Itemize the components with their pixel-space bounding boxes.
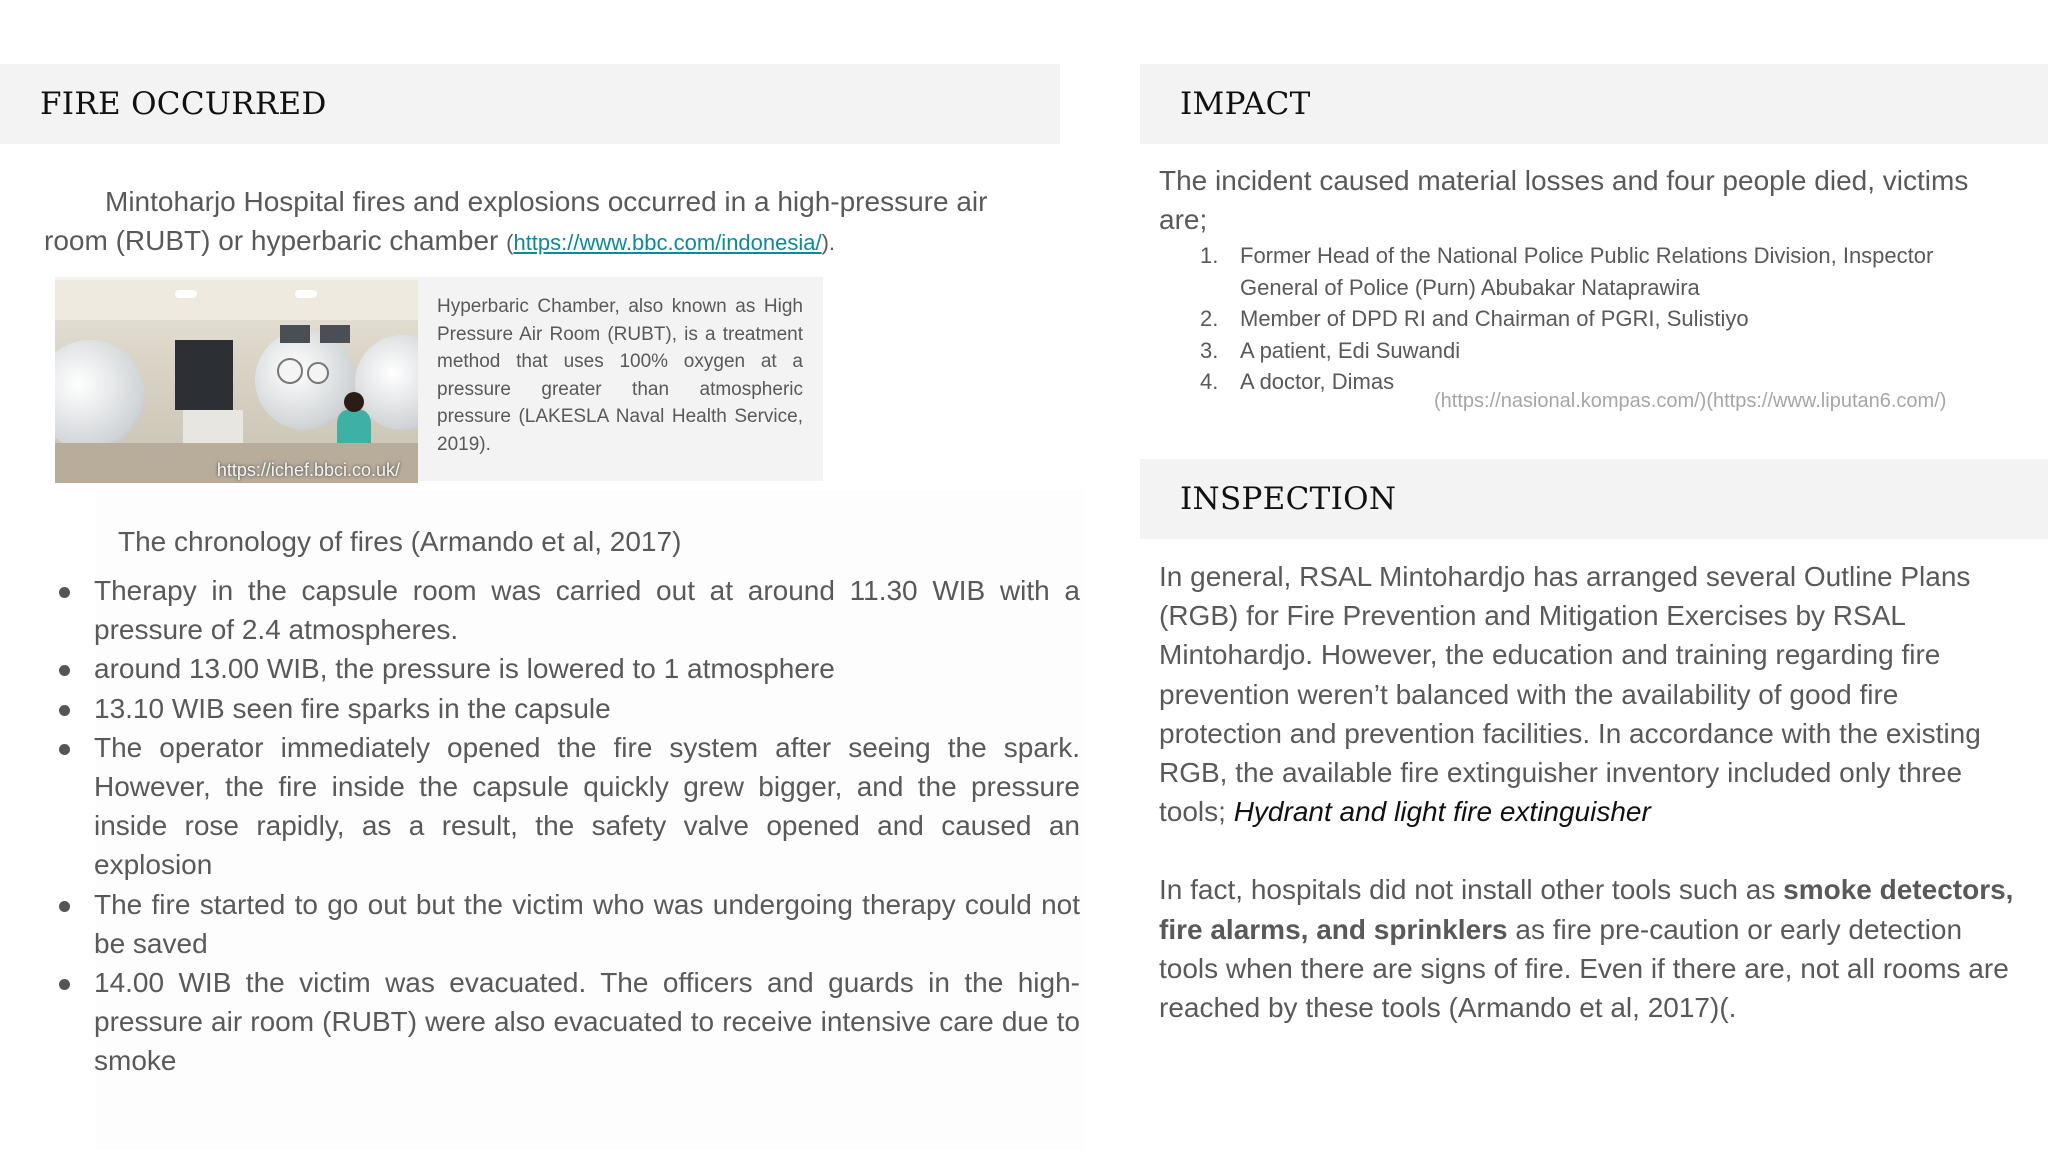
intro-paren-close: ).: [821, 230, 836, 255]
list-number: 3.: [1200, 337, 1219, 363]
list-item: [55, 649, 1080, 688]
list-item-text: The operator immediately opened the fire system after seeing the spark. However, the fire inside the capsule quickly grew bigger, and the pressure inside rose rapidly, as a result, the safety valve opened and caused an explosion: [94, 731, 1080, 881]
list-item: [55, 728, 1080, 885]
intro-text: Mintoharjo Hospital fires and explosions occurred in a high-pressure air room (RUBT) or hyperbaric chamber: [44, 186, 988, 256]
bbc-link[interactable]: https://www.bbc.com/indonesia/: [513, 230, 822, 255]
bullet-icon: [59, 665, 70, 676]
bullet-icon: [59, 705, 70, 716]
inspection-paragraph-2: [1159, 870, 2019, 1027]
inspection-para2-end: as fire pre-caution or early detection tools when there are signs of fire. Even if there are, not all rooms are reached by these tools (Armando et al, 2017)(.: [1159, 913, 2009, 1024]
inspection-body: [1159, 557, 2019, 1027]
impact-header: [1140, 64, 2048, 144]
inspection-paragraph-1: [1159, 557, 2019, 831]
image-caption: https://ichef.bbci.co.uk/: [216, 460, 400, 480]
intro-paragraph: [44, 182, 1024, 262]
list-item-text: 14.00 WIB the victim was evacuated. The officers and guards in the high-pressure air room (RUBT) were also evacuated to receive intensive care due to smoke: [94, 967, 1080, 1077]
list-number: 2.: [1200, 306, 1219, 331]
list-item: [1195, 240, 1995, 303]
list-item-text: A patient, Edi Suwandi: [1240, 337, 1461, 363]
hyperbaric-chamber-photo: [55, 280, 418, 483]
impact-title: IMPACT: [1180, 86, 1311, 122]
inspection-para1-italic: Hydrant and light fire extinguisher: [1233, 796, 1651, 828]
impact-intro: The incident caused material losses and four people died, victims are;: [1159, 165, 1969, 235]
inspection-header: [1140, 459, 2048, 539]
list-item-text: 13.10 WIB seen fire sparks in the capsule: [94, 692, 611, 724]
list-item: [55, 689, 1080, 728]
list-item: [1195, 335, 1995, 367]
list-item-text: Therapy in the capsule room was carried out at around 11.30 WIB with a pressure of 2.4 atmospheres.: [94, 575, 1080, 646]
inspection-title: INSPECTION: [1180, 481, 1397, 517]
list-item-text: around 13.00 WIB, the pressure is lowered to 1 atmosphere: [94, 653, 835, 685]
chronology-title: The chronology of fires (Armando et al, 2017): [118, 526, 682, 557]
inspection-para1-text: In general, RSAL Mintohardjo has arranged several Outline Plans (RGB) for Fire Prevention and Mitigation Exercises by RSAL Mintohardjo. However, the education and training regarding fire prevention weren’t balanced with the availability of good fire protection and prevention facilities. In accordance with the existing RGB, the available fire extinguisher inventory included only three tools;: [1159, 561, 1981, 828]
list-number: 4.: [1200, 369, 1219, 394]
fire-occurred-header: [0, 64, 1060, 144]
list-item: [55, 963, 1080, 1081]
impact-sources: (https://nasional.kompas.com/)(https://www.liputan6.com/): [1434, 390, 1947, 412]
list-item: [55, 571, 1080, 649]
bullet-icon: [59, 979, 70, 990]
inspection-para2-bold: smoke detectors, fire alarms, and sprinklers: [1159, 874, 2014, 945]
figure-description: Hyperbaric Chamber, also known as High Pressure Air Room (RUBT), is a treatment method that uses 100% oxygen at a pressure greater than atmospheric pressure (LAKESLA Naval Health Service, 2019).: [437, 296, 803, 455]
list-item-text: Former Head of the National Police Public Relations Division, Inspector General of Police (Purn) Abubakar Nataprawira: [1240, 243, 1934, 300]
list-item: [55, 885, 1080, 963]
bullet-icon: [59, 587, 70, 598]
intro-paren-open: (: [506, 230, 514, 255]
bullet-icon: [59, 901, 70, 912]
list-item-text: Member of DPD RI and Chairman of PGRI, Sulistiyo: [1240, 306, 1749, 331]
list-item-text: The fire started to go out but the victim who was undergoing therapy could not be saved: [94, 888, 1080, 959]
bullet-icon: [59, 744, 70, 755]
inspection-para2-start: In fact, hospitals did not install other tools such as: [1159, 874, 1784, 906]
list-item-text: A doctor, Dimas: [1240, 369, 1395, 394]
list-number: 1.: [1200, 243, 1219, 268]
victims-list: [1195, 240, 1995, 398]
hyperbaric-figure: [55, 277, 823, 481]
chronology-list: [55, 571, 1080, 1081]
fire-occurred-title: FIRE OCCURRED: [40, 86, 327, 122]
list-item: [1195, 303, 1995, 335]
